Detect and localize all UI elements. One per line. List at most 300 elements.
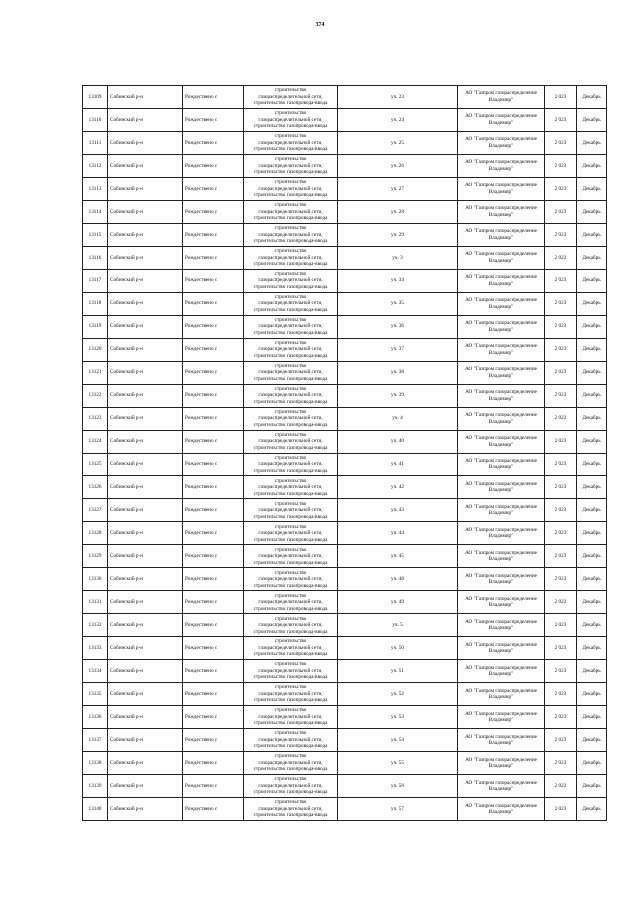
work-description-cell <box>244 131 338 154</box>
organization-line: АО "Газпром газораспределение <box>465 480 537 487</box>
organization-line: Владимир" <box>488 418 514 425</box>
work-description-line: строительство <box>274 477 307 484</box>
plot-cell: уч. 53 <box>338 706 458 729</box>
district-cell: Собинский р-н <box>108 200 183 223</box>
work-description-cell <box>244 86 338 109</box>
organization-cell <box>458 430 545 453</box>
work-description-line: строительство <box>274 799 307 806</box>
row-number-cell: 13118 <box>83 292 108 315</box>
organization-line: Владимир" <box>488 510 514 517</box>
organization-line: Владимир" <box>488 533 514 540</box>
work-description-line: строительство газопровода-ввода <box>253 215 328 222</box>
row-number-cell: 13133 <box>83 637 108 660</box>
row-number-cell: 13115 <box>83 223 108 246</box>
work-description-line: газораспределительной сети, <box>258 736 323 743</box>
plot-cell: уч. 43 <box>338 499 458 522</box>
work-description-line: газораспределительной сети, <box>258 300 323 307</box>
table-row <box>83 522 607 545</box>
table-row <box>83 223 607 246</box>
row-number-cell: 13123 <box>83 407 108 430</box>
village-cell: Рождествено с <box>183 108 244 131</box>
month-cell: Декабрь <box>577 614 607 637</box>
village-cell: Рождествено с <box>183 200 244 223</box>
village-cell: Рождествено с <box>183 292 244 315</box>
plot-cell: уч. 23 <box>338 86 458 109</box>
organization-cell <box>458 338 545 361</box>
row-number-cell: 13126 <box>83 476 108 499</box>
work-description-line: строительство <box>274 707 307 714</box>
organization-line: АО "Газпром газораспределение <box>465 641 537 648</box>
work-description-line: газораспределительной сети, <box>258 277 323 284</box>
month-cell: Декабрь <box>577 131 607 154</box>
district-cell: Собинский р-н <box>108 660 183 683</box>
village-cell: Рождествено с <box>183 499 244 522</box>
organization-cell <box>458 223 545 246</box>
row-number-cell: 13127 <box>83 499 108 522</box>
month-cell: Декабрь <box>577 706 607 729</box>
village-cell: Рождествено с <box>183 131 244 154</box>
work-description-line: строительство <box>274 110 307 117</box>
organization-line: АО "Газпром газораспределение <box>465 457 537 464</box>
work-description-line: строительство газопровода-ввода <box>253 605 328 612</box>
work-description-cell <box>244 292 338 315</box>
district-cell: Собинский р-н <box>108 453 183 476</box>
plot-cell: уч. 57 <box>338 798 458 821</box>
year-cell: 2 023 <box>545 476 577 499</box>
plot-cell: уч. 44 <box>338 522 458 545</box>
organization-line: Владимир" <box>488 188 514 195</box>
row-number-cell: 13113 <box>83 177 108 200</box>
work-description-line: строительство <box>274 638 307 645</box>
work-description-line: газораспределительной сети, <box>258 484 323 491</box>
work-description-line: газораспределительной сети, <box>258 162 323 169</box>
organization-line: Владимир" <box>488 648 514 655</box>
table-row <box>83 637 607 660</box>
organization-line: АО "Газпром газораспределение <box>465 343 537 350</box>
work-description-line: строительство <box>274 431 307 438</box>
organization-cell <box>458 545 545 568</box>
plot-cell: уч. 50 <box>338 637 458 660</box>
plot-cell: уч. 45 <box>338 545 458 568</box>
work-description-cell <box>244 361 338 384</box>
work-description-line: строительство газопровода-ввода <box>253 169 328 176</box>
work-description-line: строительство газопровода-ввода <box>253 467 328 474</box>
year-cell: 2 023 <box>545 660 577 683</box>
table-row <box>83 499 607 522</box>
village-cell: Рождествено с <box>183 86 244 109</box>
month-cell: Декабрь <box>577 200 607 223</box>
organization-cell <box>458 200 545 223</box>
work-description-line: строительство газопровода-ввода <box>253 421 328 428</box>
year-cell: 2 023 <box>545 683 577 706</box>
organization-line: АО "Газпром газораспределение <box>465 205 537 212</box>
plot-cell: уч. 42 <box>338 476 458 499</box>
work-description-line: строительство <box>274 661 307 668</box>
work-description-cell <box>244 637 338 660</box>
organization-line: Владимир" <box>488 625 514 632</box>
month-cell: Декабрь <box>577 798 607 821</box>
row-number-cell: 13134 <box>83 660 108 683</box>
work-description-line: строительство <box>274 730 307 737</box>
village-cell: Рождествено с <box>183 315 244 338</box>
organization-line: Владимир" <box>488 257 514 264</box>
work-description-cell <box>244 108 338 131</box>
district-cell: Собинский р-н <box>108 637 183 660</box>
table-row <box>83 545 607 568</box>
district-cell: Собинский р-н <box>108 729 183 752</box>
village-cell: Рождествено с <box>183 775 244 798</box>
district-cell: Собинский р-н <box>108 430 183 453</box>
row-number-cell: 13131 <box>83 591 108 614</box>
work-description-cell <box>244 729 338 752</box>
month-cell: Декабрь <box>577 86 607 109</box>
village-cell: Рождествено с <box>183 706 244 729</box>
district-cell: Собинский р-н <box>108 545 183 568</box>
village-cell: Рождествено с <box>183 476 244 499</box>
work-description-cell <box>244 453 338 476</box>
row-number-cell: 13109 <box>83 86 108 109</box>
work-description-cell <box>244 338 338 361</box>
work-description-line: строительство газопровода-ввода <box>253 536 328 543</box>
district-cell: Собинский р-н <box>108 522 183 545</box>
plot-cell: уч. 41 <box>338 453 458 476</box>
table-row <box>83 430 607 453</box>
plot-cell: уч. 34 <box>338 269 458 292</box>
organization-cell <box>458 568 545 591</box>
organization-line: АО "Газпром газораспределение <box>465 435 537 442</box>
row-number-cell: 13124 <box>83 430 108 453</box>
district-cell: Собинский р-н <box>108 246 183 269</box>
year-cell: 2 023 <box>545 108 577 131</box>
organization-line: АО "Газпром газораспределение <box>465 802 537 809</box>
organization-cell <box>458 108 545 131</box>
village-cell: Рождествено с <box>183 269 244 292</box>
table-row <box>83 361 607 384</box>
table-row <box>83 407 607 430</box>
district-cell: Собинский р-н <box>108 499 183 522</box>
organization-line: АО "Газпром газораспределение <box>465 182 537 189</box>
plot-cell: уч. 52 <box>338 683 458 706</box>
year-cell: 2 023 <box>545 292 577 315</box>
work-description-line: газораспределительной сети, <box>258 507 323 514</box>
work-description-line: строительство газопровода-ввода <box>253 100 328 107</box>
plot-cell: уч. 24 <box>338 108 458 131</box>
organization-cell <box>458 729 545 752</box>
plot-cell: уч. 54 <box>338 729 458 752</box>
village-cell: Рождествено с <box>183 154 244 177</box>
organization-cell <box>458 476 545 499</box>
village-cell: Рождествено с <box>183 660 244 683</box>
organization-line: Владимир" <box>488 395 514 402</box>
work-description-line: газораспределительной сети, <box>258 805 323 812</box>
work-description-line: строительство <box>274 776 307 783</box>
work-description-line: строительство газопровода-ввода <box>253 398 328 405</box>
row-number-cell: 13129 <box>83 545 108 568</box>
work-description-line: строительство <box>274 523 307 530</box>
village-cell: Рождествено с <box>183 384 244 407</box>
year-cell: 2 023 <box>545 798 577 821</box>
work-description-line: газораспределительной сети, <box>258 690 323 697</box>
work-description-line: газораспределительной сети, <box>258 323 323 330</box>
plot-cell: уч. 37 <box>338 338 458 361</box>
organization-line: АО "Газпром газораспределение <box>465 779 537 786</box>
row-number-cell: 13114 <box>83 200 108 223</box>
village-cell: Рождествено с <box>183 568 244 591</box>
year-cell: 2 023 <box>545 131 577 154</box>
row-number-cell: 13119 <box>83 315 108 338</box>
work-description-line: газораспределительной сети, <box>258 93 323 100</box>
organization-line: АО "Газпром газораспределение <box>465 228 537 235</box>
work-description-line: газораспределительной сети, <box>258 185 323 192</box>
plot-cell: уч. 38 <box>338 361 458 384</box>
work-description-line: газораспределительной сети, <box>258 415 323 422</box>
work-description-line: газораспределительной сети, <box>258 116 323 123</box>
district-cell: Собинский р-н <box>108 86 183 109</box>
organization-cell <box>458 453 545 476</box>
month-cell: Декабрь <box>577 522 607 545</box>
month-cell: Декабрь <box>577 637 607 660</box>
work-description-cell <box>244 545 338 568</box>
table-row <box>83 292 607 315</box>
organization-line: АО "Газпром газораспределение <box>465 366 537 373</box>
organization-cell <box>458 292 545 315</box>
plot-cell: уч. 4 <box>338 407 458 430</box>
work-description-line: строительство <box>274 684 307 691</box>
work-description-cell <box>244 315 338 338</box>
village-cell: Рождествено с <box>183 545 244 568</box>
work-description-line: газораспределительной сети, <box>258 254 323 261</box>
plot-cell: уч. 48 <box>338 568 458 591</box>
work-description-cell <box>244 568 338 591</box>
work-description-line: строительство газопровода-ввода <box>253 582 328 589</box>
organization-line: Владимир" <box>488 671 514 678</box>
year-cell: 2 023 <box>545 752 577 775</box>
district-cell: Собинский р-н <box>108 591 183 614</box>
work-description-cell <box>244 177 338 200</box>
month-cell: Декабрь <box>577 775 607 798</box>
district-cell: Собинский р-н <box>108 384 183 407</box>
row-number-cell: 13135 <box>83 683 108 706</box>
year-cell: 2 023 <box>545 177 577 200</box>
work-description-line: строительство <box>274 248 307 255</box>
organization-cell <box>458 315 545 338</box>
work-description-cell <box>244 775 338 798</box>
organization-line: АО "Газпром газораспределение <box>465 756 537 763</box>
work-description-line: газораспределительной сети, <box>258 346 323 353</box>
work-description-line: строительство газопровода-ввода <box>253 261 328 268</box>
organization-line: Владимир" <box>488 326 514 333</box>
table-row <box>83 200 607 223</box>
work-description-line: газораспределительной сети, <box>258 139 323 146</box>
year-cell: 2 023 <box>545 430 577 453</box>
work-description-line: строительство <box>274 225 307 232</box>
organization-line: АО "Газпром газораспределение <box>465 733 537 740</box>
village-cell: Рождествено с <box>183 453 244 476</box>
work-description-line: строительство газопровода-ввода <box>253 513 328 520</box>
organization-line: Владимир" <box>488 211 514 218</box>
work-description-line: строительство газопровода-ввода <box>253 490 328 497</box>
organization-line: АО "Газпром газораспределение <box>465 320 537 327</box>
work-description-line: газораспределительной сети, <box>258 667 323 674</box>
district-cell: Собинский р-н <box>108 177 183 200</box>
table-row <box>83 476 607 499</box>
organization-line: Владимир" <box>488 556 514 563</box>
district-cell: Собинский р-н <box>108 683 183 706</box>
month-cell: Декабрь <box>577 407 607 430</box>
work-description-line: строительство <box>274 385 307 392</box>
plot-cell: уч. 55 <box>338 752 458 775</box>
organization-cell <box>458 683 545 706</box>
table-row <box>83 798 607 821</box>
district-cell: Собинский р-н <box>108 131 183 154</box>
year-cell: 2 023 <box>545 729 577 752</box>
plot-cell: уч. 29 <box>338 223 458 246</box>
work-description-line: строительство газопровода-ввода <box>253 146 328 153</box>
table-row <box>83 131 607 154</box>
work-description-line: газораспределительной сети, <box>258 599 323 606</box>
work-description-cell <box>244 384 338 407</box>
organization-line: Владимир" <box>488 303 514 310</box>
table-row <box>83 108 607 131</box>
year-cell: 2 023 <box>545 453 577 476</box>
work-description-line: строительство газопровода-ввода <box>253 651 328 658</box>
work-description-cell <box>244 798 338 821</box>
work-description-line: строительство газопровода-ввода <box>253 283 328 290</box>
organization-cell <box>458 660 545 683</box>
table-row <box>83 683 607 706</box>
district-cell: Собинский р-н <box>108 108 183 131</box>
month-cell: Декабрь <box>577 246 607 269</box>
plot-cell: уч. 27 <box>338 177 458 200</box>
year-cell: 2 023 <box>545 338 577 361</box>
organization-line: АО "Газпром газораспределение <box>465 389 537 396</box>
month-cell: Декабрь <box>577 660 607 683</box>
table-row <box>83 614 607 637</box>
plot-cell: уч. 35 <box>338 292 458 315</box>
organization-line: АО "Газпром газораспределение <box>465 136 537 143</box>
organization-line: Владимир" <box>488 579 514 586</box>
work-description-line: строительство <box>274 87 307 94</box>
work-description-line: строительство газопровода-ввода <box>253 123 328 130</box>
organization-line: АО "Газпром газораспределение <box>465 549 537 556</box>
district-cell: Собинский р-н <box>108 338 183 361</box>
year-cell: 2 023 <box>545 269 577 292</box>
month-cell: Декабрь <box>577 338 607 361</box>
work-description-cell <box>244 706 338 729</box>
work-description-cell <box>244 683 338 706</box>
organization-line: АО "Газпром газораспределение <box>465 251 537 258</box>
organization-line: АО "Газпром газораспределение <box>465 297 537 304</box>
village-cell: Рождествено с <box>183 338 244 361</box>
year-cell: 2 023 <box>545 706 577 729</box>
work-description-line: строительство газопровода-ввода <box>253 720 328 727</box>
page-number: 374 <box>315 22 325 28</box>
district-cell: Собинский р-н <box>108 292 183 315</box>
table-row <box>83 706 607 729</box>
table-row <box>83 384 607 407</box>
work-description-line: строительство газопровода-ввода <box>253 789 328 796</box>
work-description-line: газораспределительной сети, <box>258 644 323 651</box>
organization-line: АО "Газпром газораспределение <box>465 113 537 120</box>
district-cell: Собинский р-н <box>108 568 183 591</box>
organization-line: АО "Газпром газораспределение <box>465 595 537 602</box>
year-cell: 2 023 <box>545 614 577 637</box>
work-description-cell <box>244 154 338 177</box>
district-cell: Собинский р-н <box>108 614 183 637</box>
organization-line: Владимир" <box>488 602 514 609</box>
work-description-cell <box>244 752 338 775</box>
work-description-line: строительство <box>274 202 307 209</box>
village-cell: Рождествено с <box>183 798 244 821</box>
organization-line: АО "Газпром газораспределение <box>465 687 537 694</box>
work-description-line: строительство газопровода-ввода <box>253 628 328 635</box>
work-description-line: строительство <box>274 615 307 622</box>
plot-cell: уч. 49 <box>338 591 458 614</box>
year-cell: 2 023 <box>545 246 577 269</box>
organization-line: Владимир" <box>488 280 514 287</box>
organization-line: АО "Газпром газораспределение <box>465 526 537 533</box>
work-description-line: строительство <box>274 500 307 507</box>
organization-cell <box>458 614 545 637</box>
row-number-cell: 13110 <box>83 108 108 131</box>
district-cell: Собинский р-н <box>108 476 183 499</box>
organization-cell <box>458 269 545 292</box>
year-cell: 2 023 <box>545 315 577 338</box>
year-cell: 2 023 <box>545 200 577 223</box>
table-row <box>83 729 607 752</box>
month-cell: Декабрь <box>577 292 607 315</box>
year-cell: 2 023 <box>545 361 577 384</box>
work-description-line: строительство газопровода-ввода <box>253 329 328 336</box>
work-description-line: строительство <box>274 592 307 599</box>
work-description-line: газораспределительной сети, <box>258 438 323 445</box>
table-row <box>83 246 607 269</box>
organization-line: АО "Газпром газораспределение <box>465 274 537 281</box>
organization-line: АО "Газпром газораспределение <box>465 412 537 419</box>
work-description-cell <box>244 660 338 683</box>
village-cell: Рождествено с <box>183 591 244 614</box>
work-description-cell <box>244 246 338 269</box>
village-cell: Рождествено с <box>183 729 244 752</box>
row-number-cell: 13116 <box>83 246 108 269</box>
village-cell: Рождествено с <box>183 430 244 453</box>
plot-cell: уч. 51 <box>338 660 458 683</box>
month-cell: Декабрь <box>577 315 607 338</box>
organization-line: Владимир" <box>488 464 514 471</box>
work-description-line: строительство <box>274 133 307 140</box>
organization-line: АО "Газпром газораспределение <box>465 664 537 671</box>
plot-cell: уч. 25 <box>338 131 458 154</box>
row-number-cell: 13137 <box>83 729 108 752</box>
year-cell: 2 023 <box>545 154 577 177</box>
organization-cell <box>458 798 545 821</box>
work-description-line: строительство газопровода-ввода <box>253 559 328 566</box>
work-description-line: газораспределительной сети, <box>258 530 323 537</box>
district-cell: Собинский р-н <box>108 154 183 177</box>
registry-rows <box>83 86 607 821</box>
month-cell: Декабрь <box>577 476 607 499</box>
work-description-line: строительство <box>274 569 307 576</box>
month-cell: Декабрь <box>577 154 607 177</box>
table-row <box>83 338 607 361</box>
organization-line: Владимир" <box>488 349 514 356</box>
organization-line: Владимир" <box>488 786 514 793</box>
work-description-line: строительство <box>274 408 307 415</box>
row-number-cell: 13125 <box>83 453 108 476</box>
table-row <box>83 453 607 476</box>
month-cell: Декабрь <box>577 430 607 453</box>
work-description-line: газораспределительной сети, <box>258 231 323 238</box>
